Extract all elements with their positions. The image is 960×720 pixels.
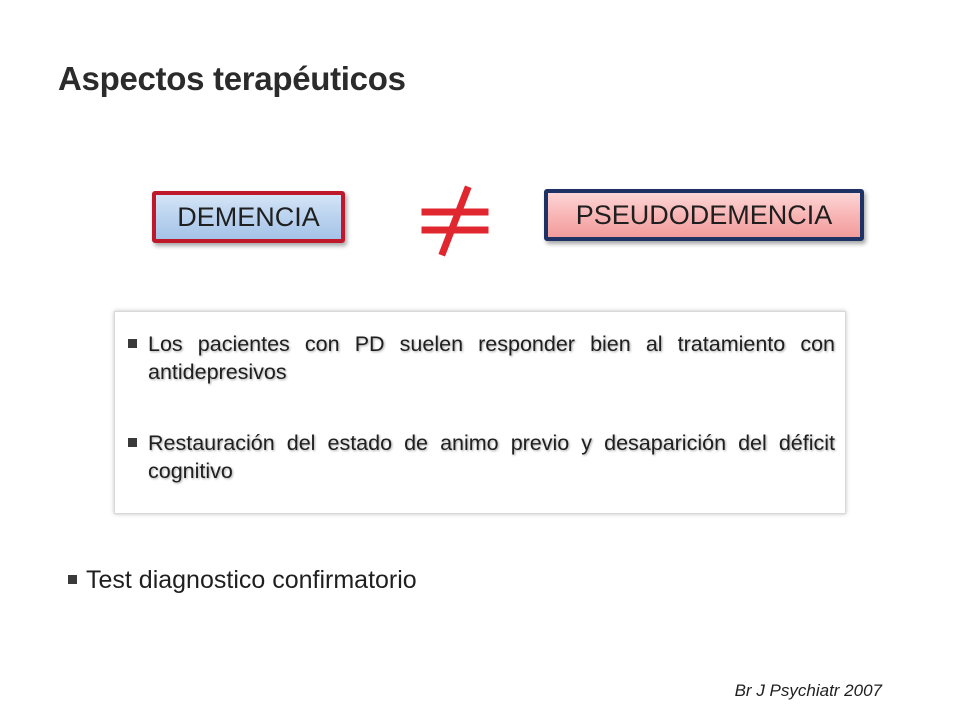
treatment-panel <box>114 311 846 514</box>
not-equal-icon <box>415 180 495 260</box>
confirmatory-test-item <box>66 566 417 595</box>
slide-title: Aspectos terapéuticos <box>58 60 406 97</box>
square-bullet-icon <box>68 575 77 584</box>
list-item-text: Restauración del estado de animo previo y desaparición del déficit cognitivo <box>148 430 835 484</box>
list-item <box>139 330 835 387</box>
list-item-text: Los pacientes con PD suelen responder bien al tratamiento con antidepresivos <box>148 332 835 385</box>
treatment-list <box>139 330 835 486</box>
square-bullet-icon <box>128 438 137 447</box>
list-item <box>139 429 835 486</box>
confirmatory-test-text: Test diagnostico confirmatorio <box>86 566 417 594</box>
square-bullet-icon <box>128 339 137 348</box>
citation: Br J Psychiatr 2007 <box>734 681 882 700</box>
pseudodementia-box: PSEUDODEMENCIA <box>544 189 864 241</box>
dementia-box: DEMENCIA <box>152 191 345 243</box>
